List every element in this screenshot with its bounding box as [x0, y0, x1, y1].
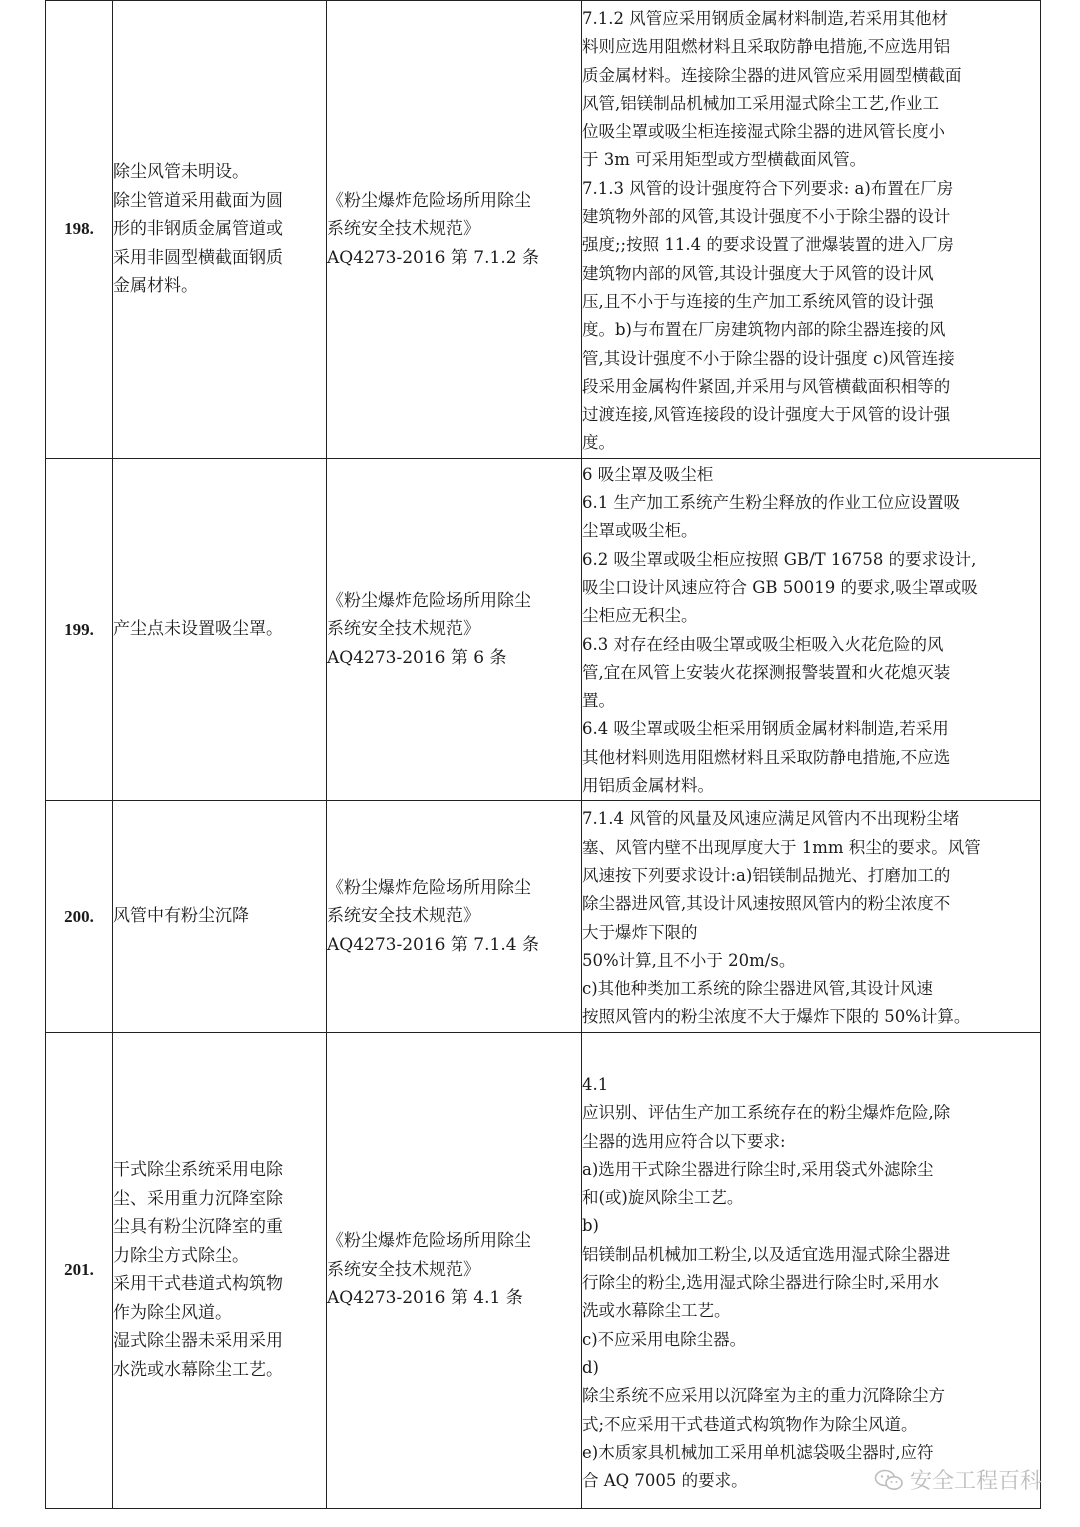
requirement-cell-line: 6 吸尘罩及吸尘柜 [582, 464, 714, 484]
requirement-cell-line: 其他材料则选用阻燃材料且采取防静电措施,不应选 [582, 747, 951, 767]
requirement-cell-line: c)不应采用电除尘器。 [582, 1329, 747, 1349]
table-row [46, 458, 1041, 801]
problem-cell-line: 尘具有粉尘沉降室的重 [113, 1217, 283, 1238]
requirement-cell-line: 铝镁制品机械加工粉尘,以及适宜选用湿式除尘器进 [582, 1244, 951, 1264]
requirement-cell-line: 6.2 吸尘罩或吸尘柜应按照 GB/T 16758 的要求设计, [582, 549, 977, 569]
requirement-cell-line: 尘罩或吸尘柜。 [582, 521, 698, 541]
requirement-cell-line: 于 3m 可采用矩型或方型横截面风管。 [582, 150, 867, 170]
requirement-cell-line: 50%计算,且不小于 20m/s。 [582, 950, 796, 970]
problem-cell-line: 产尘点未设置吸尘罩。 [113, 619, 283, 640]
basis-cell-line: 《粉尘爆炸危险场所用除尘 [327, 590, 531, 611]
requirement-cell-line: 用铝质金属材料。 [582, 776, 714, 796]
requirement-cell-line: 风速按下列要求设计:a)铝镁制品抛光、打磨加工的 [582, 865, 951, 885]
requirement-cell-line: 位吸尘罩或吸尘柜连接湿式除尘器的进风管长度小 [582, 122, 945, 142]
requirement-cell-line: 建筑物外部的风管,其设计强度不小于除尘器的设计 [582, 207, 951, 227]
requirement-cell-line: 吸尘口设计风速应符合 GB 50019 的要求,吸尘罩或吸 [582, 577, 978, 597]
problem-cell-line: 尘、采用重力沉降室除 [113, 1188, 283, 1209]
basis-cell [327, 801, 582, 1032]
basis-cell-line: AQ4273-2016 第 6 条 [327, 647, 507, 668]
requirement-cell-line: 过渡连接,风管连接段的设计强度大于风管的设计强 [582, 405, 951, 425]
problem-cell-line: 干式除尘系统采用电除 [113, 1160, 283, 1181]
requirement-cell-line: 度。b)与布置在厂房建筑物内部的除尘器连接的风 [582, 320, 946, 340]
problem-cell-line: 作为除尘风道。 [113, 1302, 232, 1323]
table-row [46, 1, 1041, 459]
requirement-cell [582, 1, 1041, 459]
requirement-cell-line: a)选用干式除尘器进行除尘时,采用袋式外滤除尘 [582, 1159, 934, 1179]
basis-cell-line: 《粉尘爆炸危险场所用除尘 [327, 190, 531, 211]
basis-cell [327, 458, 582, 801]
basis-cell-line: AQ4273-2016 第 7.1.4 条 [327, 934, 539, 955]
requirement-cell-line: 大于爆炸下限的 [582, 922, 698, 942]
basis-cell-line: 系统安全技术规范》 [327, 1259, 480, 1280]
requirement-cell-line: 7.1.4 风管的风量及风速应满足风管内不出现粉尘堵 [582, 809, 960, 829]
requirement-cell-line: 料则应选用阻燃材料且采取防静电措施,不应选用铝 [582, 37, 951, 57]
requirement-cell-line: 行除尘的粉尘,选用湿式除尘器进行除尘时,采用水 [582, 1273, 939, 1293]
requirement-cell-line: 按照风管内的粉尘浓度不大于爆炸下限的 50%计算。 [582, 1007, 971, 1027]
requirement-cell-line: 和(或)旋风除尘工艺。 [582, 1188, 744, 1208]
watermark-text: 安全工程百科 [909, 1469, 1042, 1494]
requirement-cell-line: 塞、风管内壁不出现厚度大于 1mm 积尘的要求。风管 [582, 837, 981, 857]
basis-cell-line: 《粉尘爆炸危险场所用除尘 [327, 877, 531, 898]
requirement-cell-line: 式;不应采用干式巷道式构筑物作为除尘风道。 [582, 1414, 918, 1434]
requirement-cell-line: e)木质家具机械加工采用单机滤袋吸尘器时,应符 [582, 1442, 934, 1462]
problem-cell-line: 风管中有粉尘沉降 [113, 906, 249, 927]
basis-cell-line: 系统安全技术规范》 [327, 619, 480, 640]
watermark [874, 1464, 1042, 1495]
basis-cell-line: AQ4273-2016 第 7.1.2 条 [327, 247, 539, 268]
row-number: 200. [46, 801, 113, 1032]
requirement-cell-line: 置。 [582, 691, 615, 711]
requirement-cell-line: 压,且不小于与连接的生产加工系统风管的设计强 [582, 291, 934, 311]
requirement-cell [582, 1032, 1041, 1508]
requirement-cell-line: 尘器的选用应符合以下要求: [582, 1131, 786, 1151]
basis-cell-line: 《粉尘爆炸危险场所用除尘 [327, 1231, 531, 1252]
requirement-cell-line: 建筑物内部的风管,其设计强度大于风管的设计风 [582, 263, 934, 283]
requirement-cell-line: b) [582, 1216, 599, 1236]
requirement-cell-line: 7.1.2 风管应采用钢质金属材料制造,若采用其他材 [582, 9, 948, 28]
requirement-cell-line: 4.1 [582, 1074, 609, 1094]
problem-cell [113, 1032, 327, 1508]
regulation-table [45, 0, 1041, 1509]
requirement-cell-line: 强度;;按照 11.4 的要求设置了泄爆装置的进入厂房 [582, 235, 954, 255]
requirement-cell-line: 管,其设计强度不小于除尘器的设计强度 c)风管连接 [582, 348, 955, 368]
row-number: 201. [46, 1032, 113, 1508]
requirement-cell-line: 度。 [582, 433, 615, 453]
basis-cell [327, 1, 582, 459]
problem-cell-line: 除尘管道采用截面为圆 [113, 190, 283, 211]
requirement-cell-line: 质金属材料。连接除尘器的进风管应采用圆型横截面 [582, 65, 962, 85]
table-row [46, 1032, 1041, 1508]
problem-cell-line: 金属材料。 [113, 276, 198, 297]
problem-cell-line: 湿式除尘器未采用采用 [113, 1331, 283, 1352]
problem-cell-line: 采用干式巷道式构筑物 [113, 1274, 283, 1295]
requirement-cell-line: d) [582, 1357, 599, 1377]
problem-cell-line: 形的非钢质金属管道或 [113, 219, 283, 240]
problem-cell [113, 801, 327, 1032]
basis-cell-line: AQ4273-2016 第 4.1 条 [327, 1288, 523, 1309]
requirement-cell-line: 洗或水幕除尘工艺。 [582, 1301, 731, 1321]
table-row [46, 801, 1041, 1032]
problem-cell-line: 采用非圆型横截面钢质 [113, 247, 283, 268]
wechat-icon [874, 1468, 904, 1492]
requirement-cell-line: 段采用金属构件紧固,并采用与风管横截面积相等的 [582, 376, 951, 396]
basis-cell [327, 1032, 582, 1508]
problem-cell [113, 1, 327, 459]
requirement-cell-line: 管,宜在风管上安装火花探测报警装置和火花熄灭装 [582, 662, 951, 682]
requirement-cell-line: 应识别、评估生产加工系统存在的粉尘爆炸危险,除 [582, 1103, 951, 1123]
requirement-cell-line: 尘柜应无积尘。 [582, 606, 698, 626]
problem-cell [113, 458, 327, 801]
requirement-cell-line: 6.3 对存在经由吸尘罩或吸尘柜吸入火花危险的风 [582, 634, 944, 654]
row-number: 199. [46, 458, 113, 801]
requirement-cell-line: 合 AQ 7005 的要求。 [582, 1471, 748, 1491]
requirement-cell-line: 7.1.3 风管的设计强度符合下列要求: a)布置在厂房 [582, 178, 954, 198]
problem-cell-line: 水洗或水幕除尘工艺。 [113, 1359, 283, 1380]
requirement-cell [582, 458, 1041, 801]
requirement-cell-line: c)其他种类加工系统的除尘器进风管,其设计风速 [582, 979, 933, 999]
basis-cell-line: 系统安全技术规范》 [327, 906, 480, 927]
requirement-cell-line: 除尘器进风管,其设计风速按照风管内的粉尘浓度不 [582, 894, 951, 914]
requirement-cell-line: 风管,铝镁制品机械加工采用湿式除尘工艺,作业工 [582, 93, 939, 113]
problem-cell-line: 力除尘方式除尘。 [113, 1245, 249, 1266]
requirement-cell-line: 除尘系统不应采用以沉降室为主的重力沉降除尘方 [582, 1386, 945, 1406]
basis-cell-line: 系统安全技术规范》 [327, 219, 480, 240]
row-number: 198. [46, 1, 113, 459]
requirement-cell-line: 6.1 生产加工系统产生粉尘释放的作业工位应设置吸 [582, 493, 960, 513]
problem-cell-line: 除尘风管未明设。 [113, 162, 249, 183]
requirement-cell [582, 801, 1041, 1032]
requirement-cell-line: 6.4 吸尘罩或吸尘柜采用钢质金属材料制造,若采用 [582, 719, 949, 739]
